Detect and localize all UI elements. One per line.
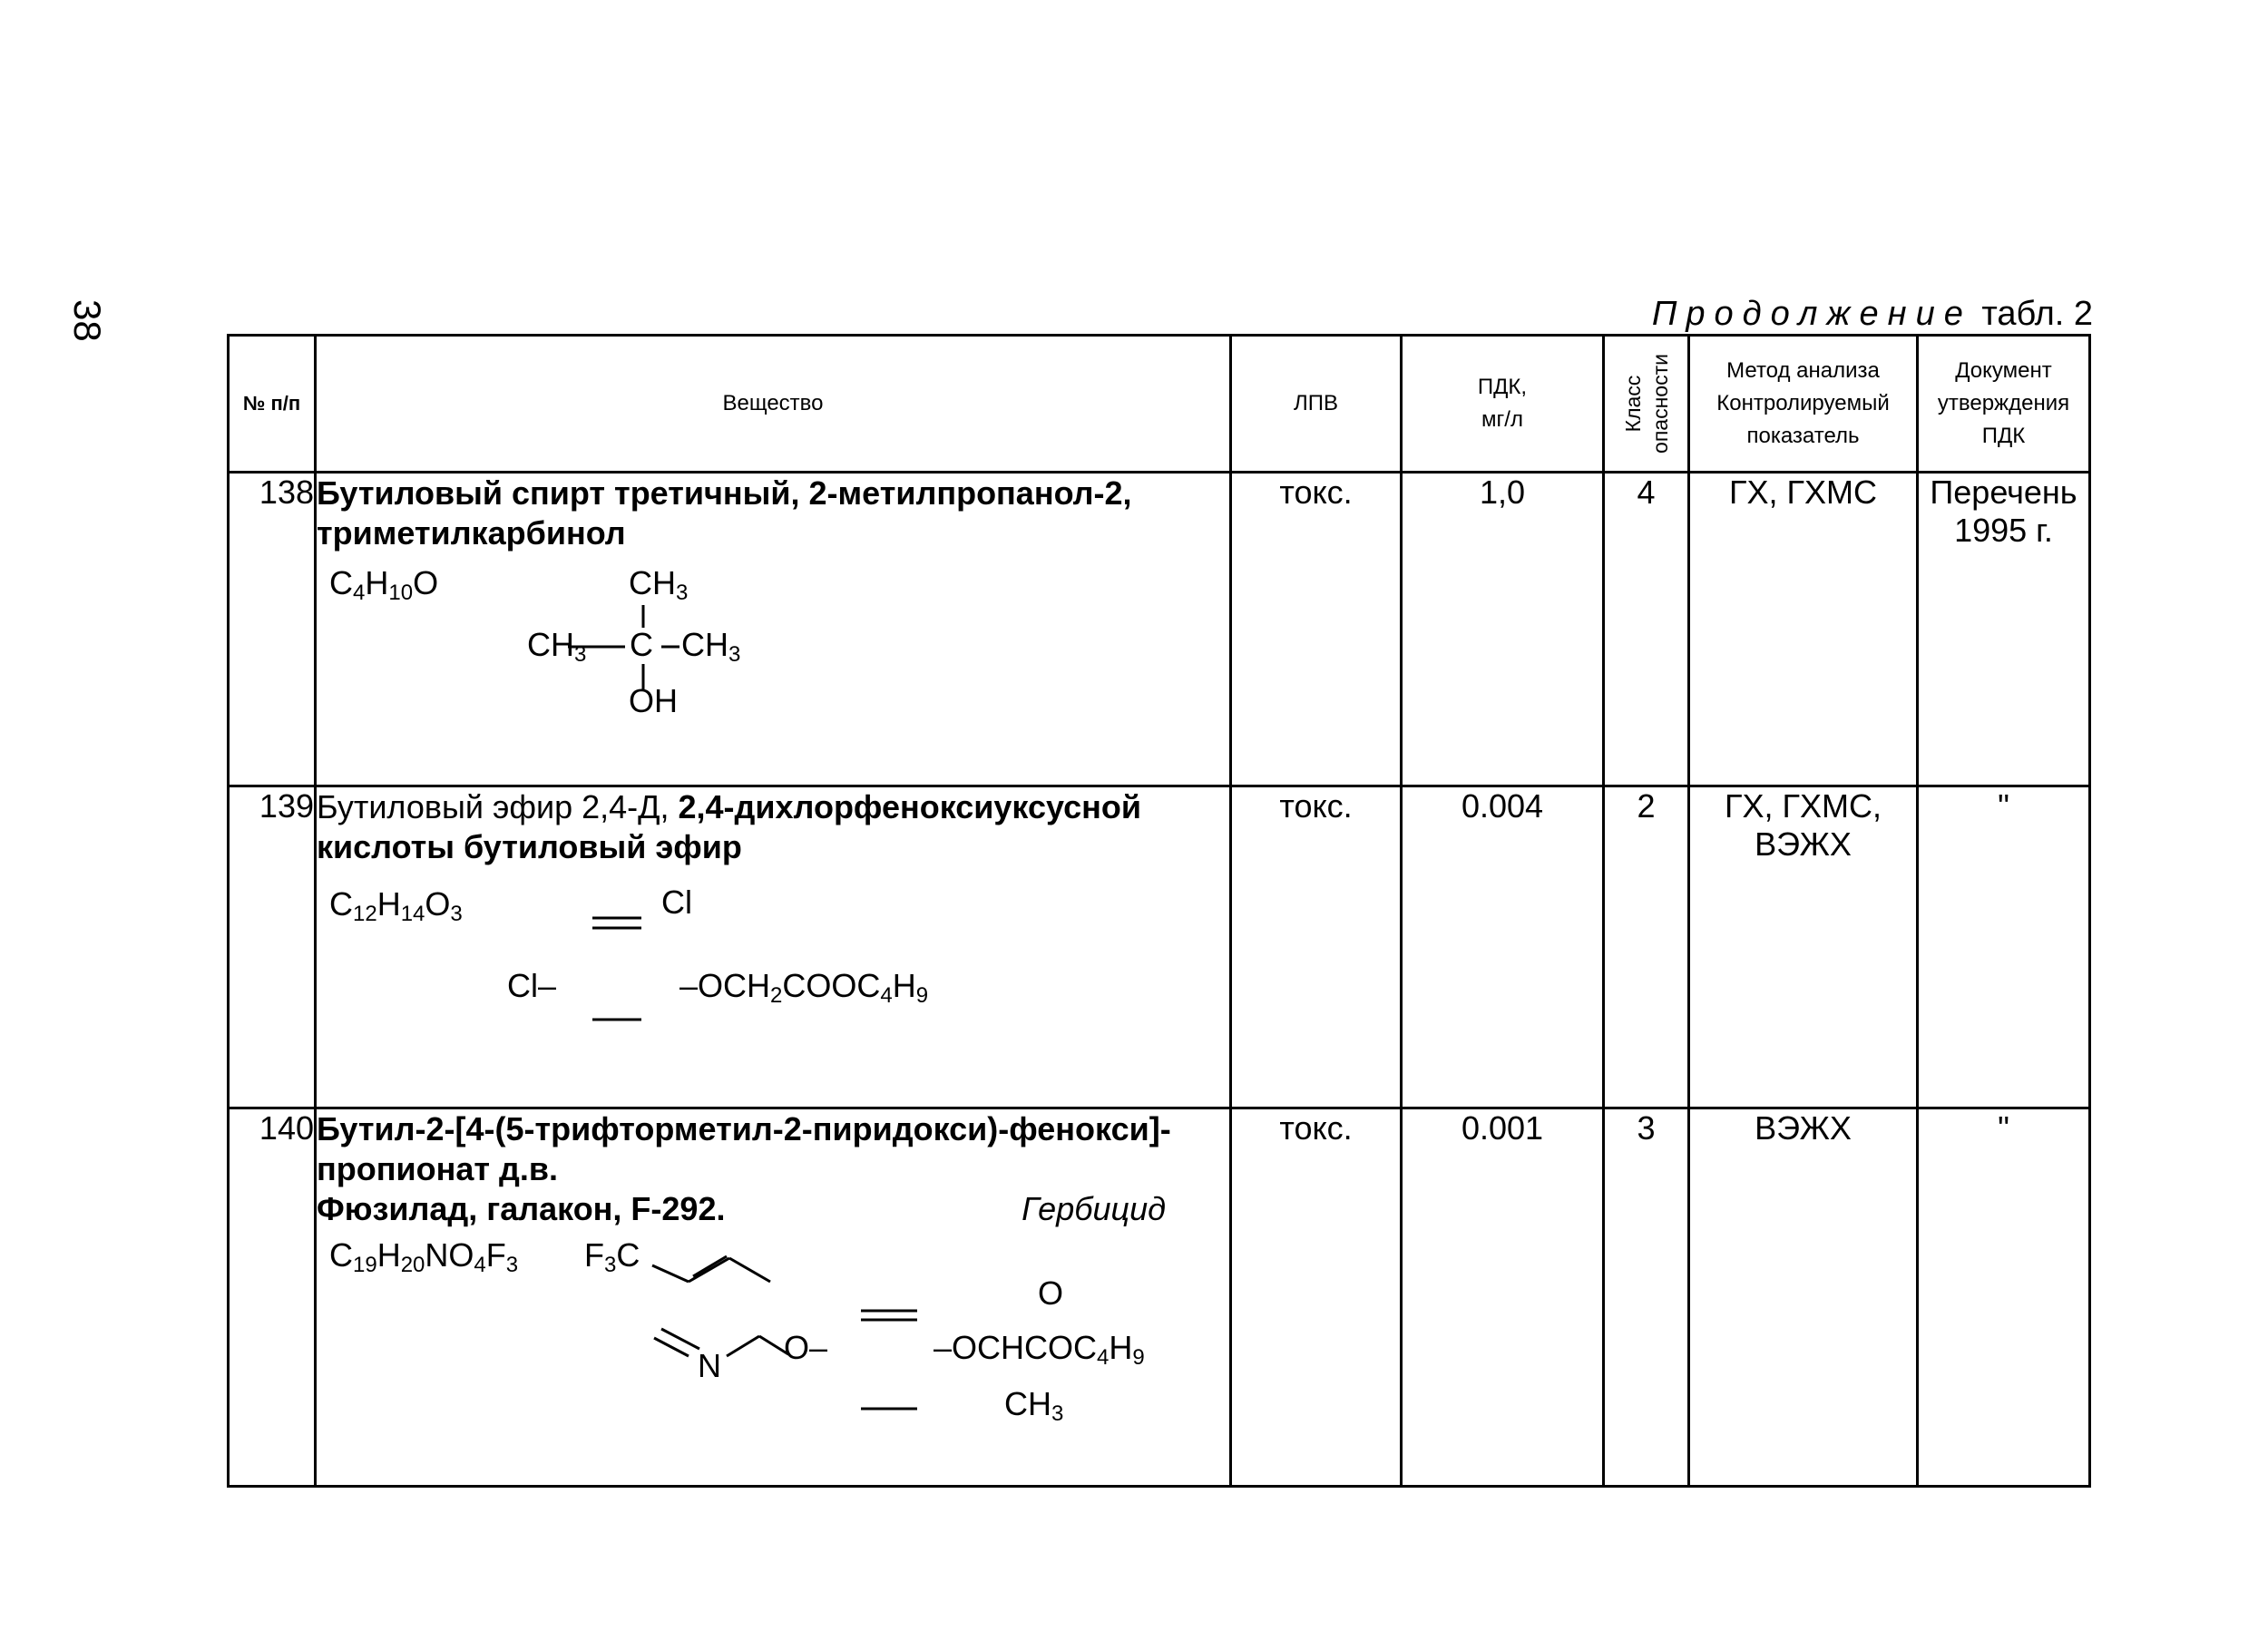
table-continuation-label [1652,295,2093,334]
trade-names-text: Фюзилад, галакон, F-292. [317,1190,726,1227]
header-analysis-method: Метод анализа Контролируемый показатель [1689,336,1918,473]
category-label: Гербицид [1022,1190,1166,1227]
substance-cell [316,786,1231,1108]
row-number: 140 [229,1108,316,1487]
row-number: 138 [229,473,316,786]
pdk-cell: 0.001 [1402,1108,1604,1487]
table-header-row [229,336,2090,473]
chemical-structure: $C_4H_{10}O$ $CH_3$ $CH_3$ C $CH_3$ OH [317,553,1229,726]
pdk-cell: 0.004 [1402,786,1604,1108]
method-cell: ГХ, ГХМС, ВЭЖХ [1689,786,1918,1108]
hazard-class-cell: 3 [1604,1108,1689,1487]
chemical-structure: $C_{19}H_{20}NO_4F_3$ $F_3C$ N O– O $-OCHCOC_4H_9$ $CH_3$ [317,1229,1229,1429]
header-lpv: ЛПВ [1231,336,1402,473]
molecular-formula: $C_4H_{10}O$ [329,564,439,605]
document-cell: Перечень 1995 г. [1918,473,2090,786]
substance-cell [316,1108,1231,1487]
molecular-formula: $C_{12}H_{14}O_3$ [329,885,463,926]
substance-name: Бутил-2-[4-(5-трифторметил-2-пиридокси)-фенокси]- пропионат д.в. [317,1110,1171,1187]
substance-cell [316,473,1231,786]
hazard-class-cell: 4 [1604,473,1689,786]
pdk-cell: 1,0 [1402,473,1604,786]
header-num: № п/п [229,336,316,473]
header-hazard-class: Класс опасности [1604,336,1689,473]
header-substance: Вещество [316,336,1231,473]
table-row [229,473,2090,786]
chemical-structure: $C_{12}H_{14}O_3$ Cl Cl– $-OCH_2COOC_4H_9$ [317,867,1229,1058]
hazard-class-cell: 2 [1604,786,1689,1108]
molecular-formula: $C_{19}H_{20}NO_4F_3$ [329,1236,519,1277]
page-number: 38 [66,299,109,342]
header-approval-document: Документ утверждения ПДК [1918,336,2090,473]
document-cell: " [1918,1108,2090,1487]
row-number: 139 [229,786,316,1108]
header-pdk: ПДК, мг/л [1402,336,1604,473]
lpv-cell: токс. [1231,1108,1402,1487]
method-cell: ВЭЖХ [1689,1108,1918,1487]
document-cell: " [1918,786,2090,1108]
lpv-cell: токс. [1231,473,1402,786]
lpv-cell: токс. [1231,786,1402,1108]
substances-table [227,334,2091,1488]
bond-lines [317,553,679,726]
table-row [229,786,2090,1108]
table-reference: табл. 2 [1981,295,2093,333]
method-cell: ГХ, ГХМС [1689,473,1918,786]
table-row [229,1108,2090,1487]
trade-names [317,1189,1229,1229]
continuation-word: Продолжение [1651,295,1972,333]
substance-name: Бутиловый эфир 2,4-Д, 2,4-дихлорфеноксиуксусной кислоты бутиловый эфир [317,788,1142,865]
substance-name: Бутиловый спирт третичный, 2-метилпропанол-2, триметилкарбинол [317,474,1132,552]
